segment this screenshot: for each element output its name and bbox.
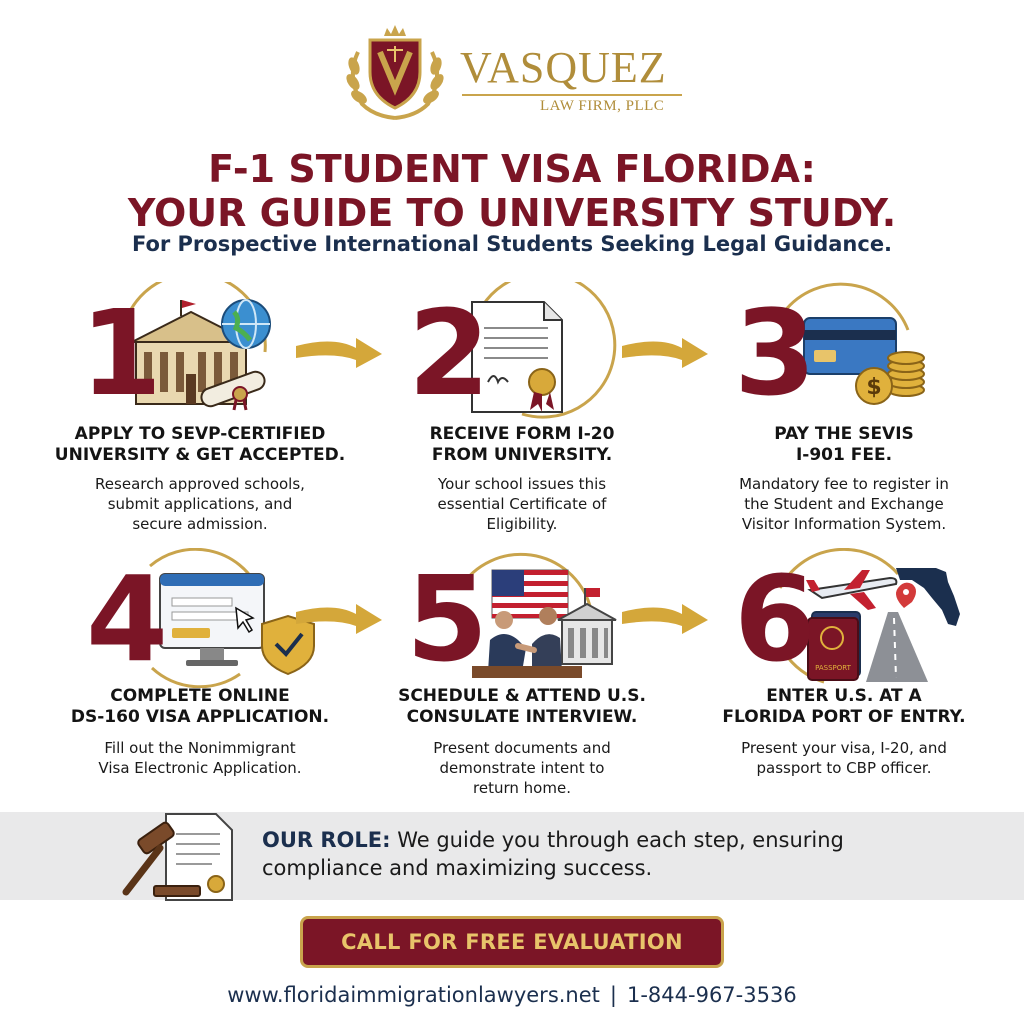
page-subtitle: For Prospective International Students Seeking Legal Guidance.	[131, 232, 893, 256]
page-title-line-1: F-1 STUDENT VISA FLORIDA:	[208, 147, 816, 191]
step-6-title-line-2: FLORIDA PORT OF ENTRY.	[722, 707, 966, 727]
step-6	[684, 548, 1004, 798]
step-5	[362, 548, 682, 798]
step-6-desc-line-1: Present your visa, I-20, and	[741, 739, 947, 757]
step-5-number: 5	[406, 550, 489, 688]
footer-separator: |	[609, 983, 617, 1007]
step-4-number: 4	[86, 550, 169, 688]
step-1-desc-line-3: secure admission.	[132, 515, 268, 533]
step-1-number: 1	[80, 284, 163, 422]
phone-link[interactable]: 1-844-967-3536	[626, 983, 797, 1007]
step-2-title-line-2: FROM UNIVERSITY.	[431, 445, 613, 465]
call-free-evaluation-button[interactable]: CALL FOR FREE EVALUATION	[300, 916, 724, 968]
our-role-text	[262, 826, 942, 882]
step-4-desc-line-2: Visa Electronic Application.	[98, 759, 302, 777]
step-2	[362, 282, 682, 532]
step-2-title-line-1: RECEIVE FORM I-20	[429, 424, 615, 444]
svg-text:$: $	[866, 375, 882, 400]
step-3-desc-line-2: the Student and Exchange	[744, 495, 944, 513]
website-link[interactable]: www.floridaimmigrationlawyers.net	[227, 983, 600, 1007]
step-2-desc-line-3: Eligibility.	[486, 515, 558, 533]
step-1-title-line-1: APPLY TO SEVP-CERTIFIED	[74, 424, 326, 444]
step-4	[40, 548, 360, 798]
passport-label: PASSPORT	[815, 664, 851, 672]
step-2-desc-line-1: Your school issues this	[437, 475, 607, 493]
step-5-desc-line-2: demonstrate intent to	[439, 759, 605, 777]
step-6-number: 6	[734, 550, 817, 688]
step-3-desc-line-3: Visitor Information System.	[741, 515, 947, 533]
step-4-desc-line-1: Fill out the Nonimmigrant	[104, 739, 296, 757]
step-3-desc-line-1: Mandatory fee to register in	[739, 475, 949, 493]
step-6-title-line-1: ENTER U.S. AT A	[766, 686, 922, 706]
step-1-desc-line-2: submit applications, and	[107, 495, 293, 513]
step-5-desc-line-3: return home.	[473, 779, 571, 797]
gavel-document-icon	[120, 808, 250, 904]
step-4-title-line-1: COMPLETE ONLINE	[110, 686, 290, 706]
our-role-label: OUR ROLE:	[262, 828, 391, 852]
step-3-number: 3	[734, 284, 817, 422]
credit-card-coins-icon	[684, 282, 1004, 422]
step-3-title-line-2: I-901 FEE.	[795, 445, 893, 465]
step-2-number: 2	[408, 284, 491, 422]
footer-contact	[0, 983, 1024, 1007]
step-5-title-line-2: CONSULATE INTERVIEW.	[406, 707, 638, 727]
step-5-desc-line-1: Present documents and	[433, 739, 611, 757]
firm-subtitle: LAW FIRM, PLLC	[540, 98, 665, 114]
step-3	[684, 282, 1004, 532]
step-1-title-line-2: UNIVERSITY & GET ACCEPTED.	[54, 445, 346, 465]
page-title-line-2: YOUR GUIDE TO UNIVERSITY STUDY.	[127, 191, 897, 235]
our-role-description: We guide you through each step, ensuring compliance and maximizing success.	[262, 828, 844, 880]
step-2-desc-line-2: essential Certificate of	[437, 495, 607, 513]
step-3-title-line-1: PAY THE SEVIS	[774, 424, 914, 444]
airplane-passport-florida-icon	[684, 548, 1004, 688]
firm-name: VASQUEZ	[460, 43, 667, 92]
step-4-title-line-2: DS-160 VISA APPLICATION.	[70, 707, 330, 727]
step-5-title-line-1: SCHEDULE & ATTEND U.S.	[398, 686, 646, 706]
firm-name-divider	[462, 94, 682, 96]
law-firm-crest-logo	[340, 22, 450, 122]
step-1	[40, 282, 360, 532]
step-1-desc-line-1: Research approved schools,	[95, 475, 305, 493]
step-6-desc-line-2: passport to CBP officer.	[756, 759, 932, 777]
